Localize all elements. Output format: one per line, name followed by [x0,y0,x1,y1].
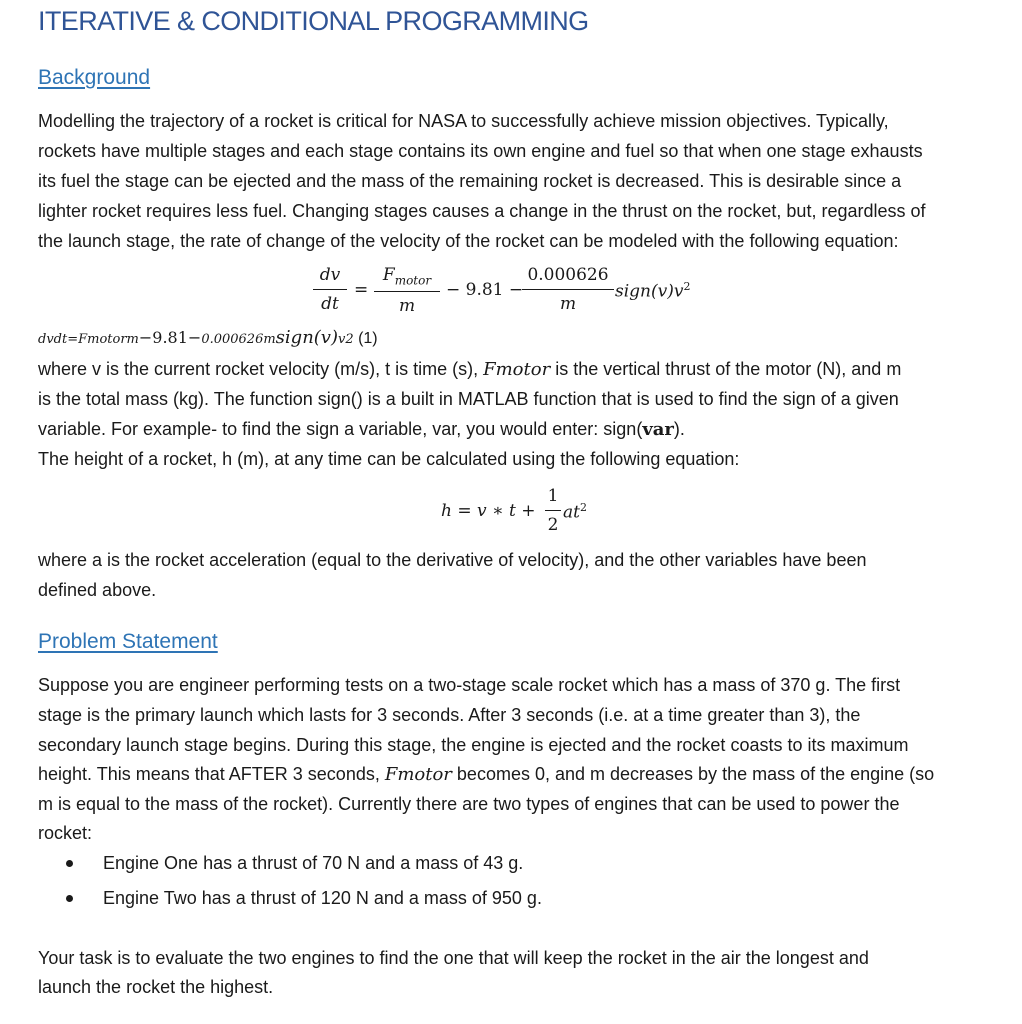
problem-line: stage is the primary launch which lasts for 3 seconds. After 3 seconds (i.e. at a time greater than 3), the [38,705,861,725]
background-para-line: is the total mass (kg). The function sign() is a built in MATLAB function that is used to find the sign of a given [38,389,899,409]
problem-statement-heading: Problem Statement [38,630,218,653]
background-para-line: where a is the rocket acceleration (equal to the derivative of velocity), and the other variables have been [38,550,867,570]
bullet-icon [66,860,73,867]
problem-line: rocket: [38,823,93,843]
background-heading: Background [38,66,151,89]
bullet-icon [66,895,73,902]
dv-dt-fraction: $\frac{dv}{dt}$ [313,265,347,314]
one-half-fraction: $\frac{1}{2}$ [545,486,561,535]
sign-example-line: variable. For example- to find the sign a variable, var, you would enter: sign(var). [38,419,685,440]
inline-equation: dvdt=Fmotorm−9.81−0.000626msign(v)v2 (1) [38,327,378,348]
engine-list-item: Engine One has a thrust of 70 N and a mass of 43 g. [103,853,524,873]
background-para-line: rockets have multiple stages and each stage contains its own engine and fuel so that when one stage exhausts [38,141,923,161]
task-line: Your task is to evaluate the two engines to find the one that will keep the rocket in the air the longest and [38,948,869,968]
background-para-line: Modelling the trajectory of a rocket is critical for NASA to successfully achieve mission objectives. Typically, [38,111,889,131]
equals-sign: = [354,280,369,300]
document-title: ITERATIVE & CONDITIONAL PROGRAMMING [38,6,589,36]
minus-9-81: − 9.81 − [446,280,524,300]
background-para-line: defined above. [38,580,157,600]
problem-line: Suppose you are engineer performing tests on a two-stage scale rocket which has a mass of 370 g. The first [38,675,901,695]
problem-line: secondary launch stage begins. During this stage, the engine is ejected and the rocket coasts to its maximum [38,735,909,755]
background-para-line: its fuel the stage can be ejected and the mass of the remaining rocket is decreased. This is desirable since a [38,171,902,191]
problem-line: height. This means that AFTER 3 seconds, Fmotor becomes 0, and m decreases by the mass of the engine (so [38,764,935,785]
fmotor-over-m-fraction: $F_{motor}$ m [374,265,440,316]
background-para-line: lighter rocket requires less fuel. Changing stages causes a change in the thrust on the rocket, but, regardless of [38,201,926,221]
problem-line: m is equal to the mass of the rocket). Currently there are two types of engines that can be used to power the [38,794,900,814]
engine-list-item: Engine Two has a thrust of 120 N and a mass of 950 g. [103,888,542,908]
background-para-line: The height of a rocket, h (m), at any time can be calculated using the following equation: [38,449,740,469]
drag-coefficient-fraction: $\frac{0.000626}{m}$ [522,265,614,314]
sign-v-v2: $sign(v)v^2$ [615,280,691,302]
at-squared: $at^2$ [563,501,587,523]
variables-line: where v is the current rocket velocity (m/s), t is time (s), Fmotor is the vertical thrust of the motor (N), and m [38,359,902,380]
task-line: launch the rocket the highest. [38,977,274,997]
height-equation-lhs: h = v ∗ t + [441,501,536,521]
background-para-line: the launch stage, the rate of change of the velocity of the rocket can be modeled with the following equation: [38,231,899,251]
